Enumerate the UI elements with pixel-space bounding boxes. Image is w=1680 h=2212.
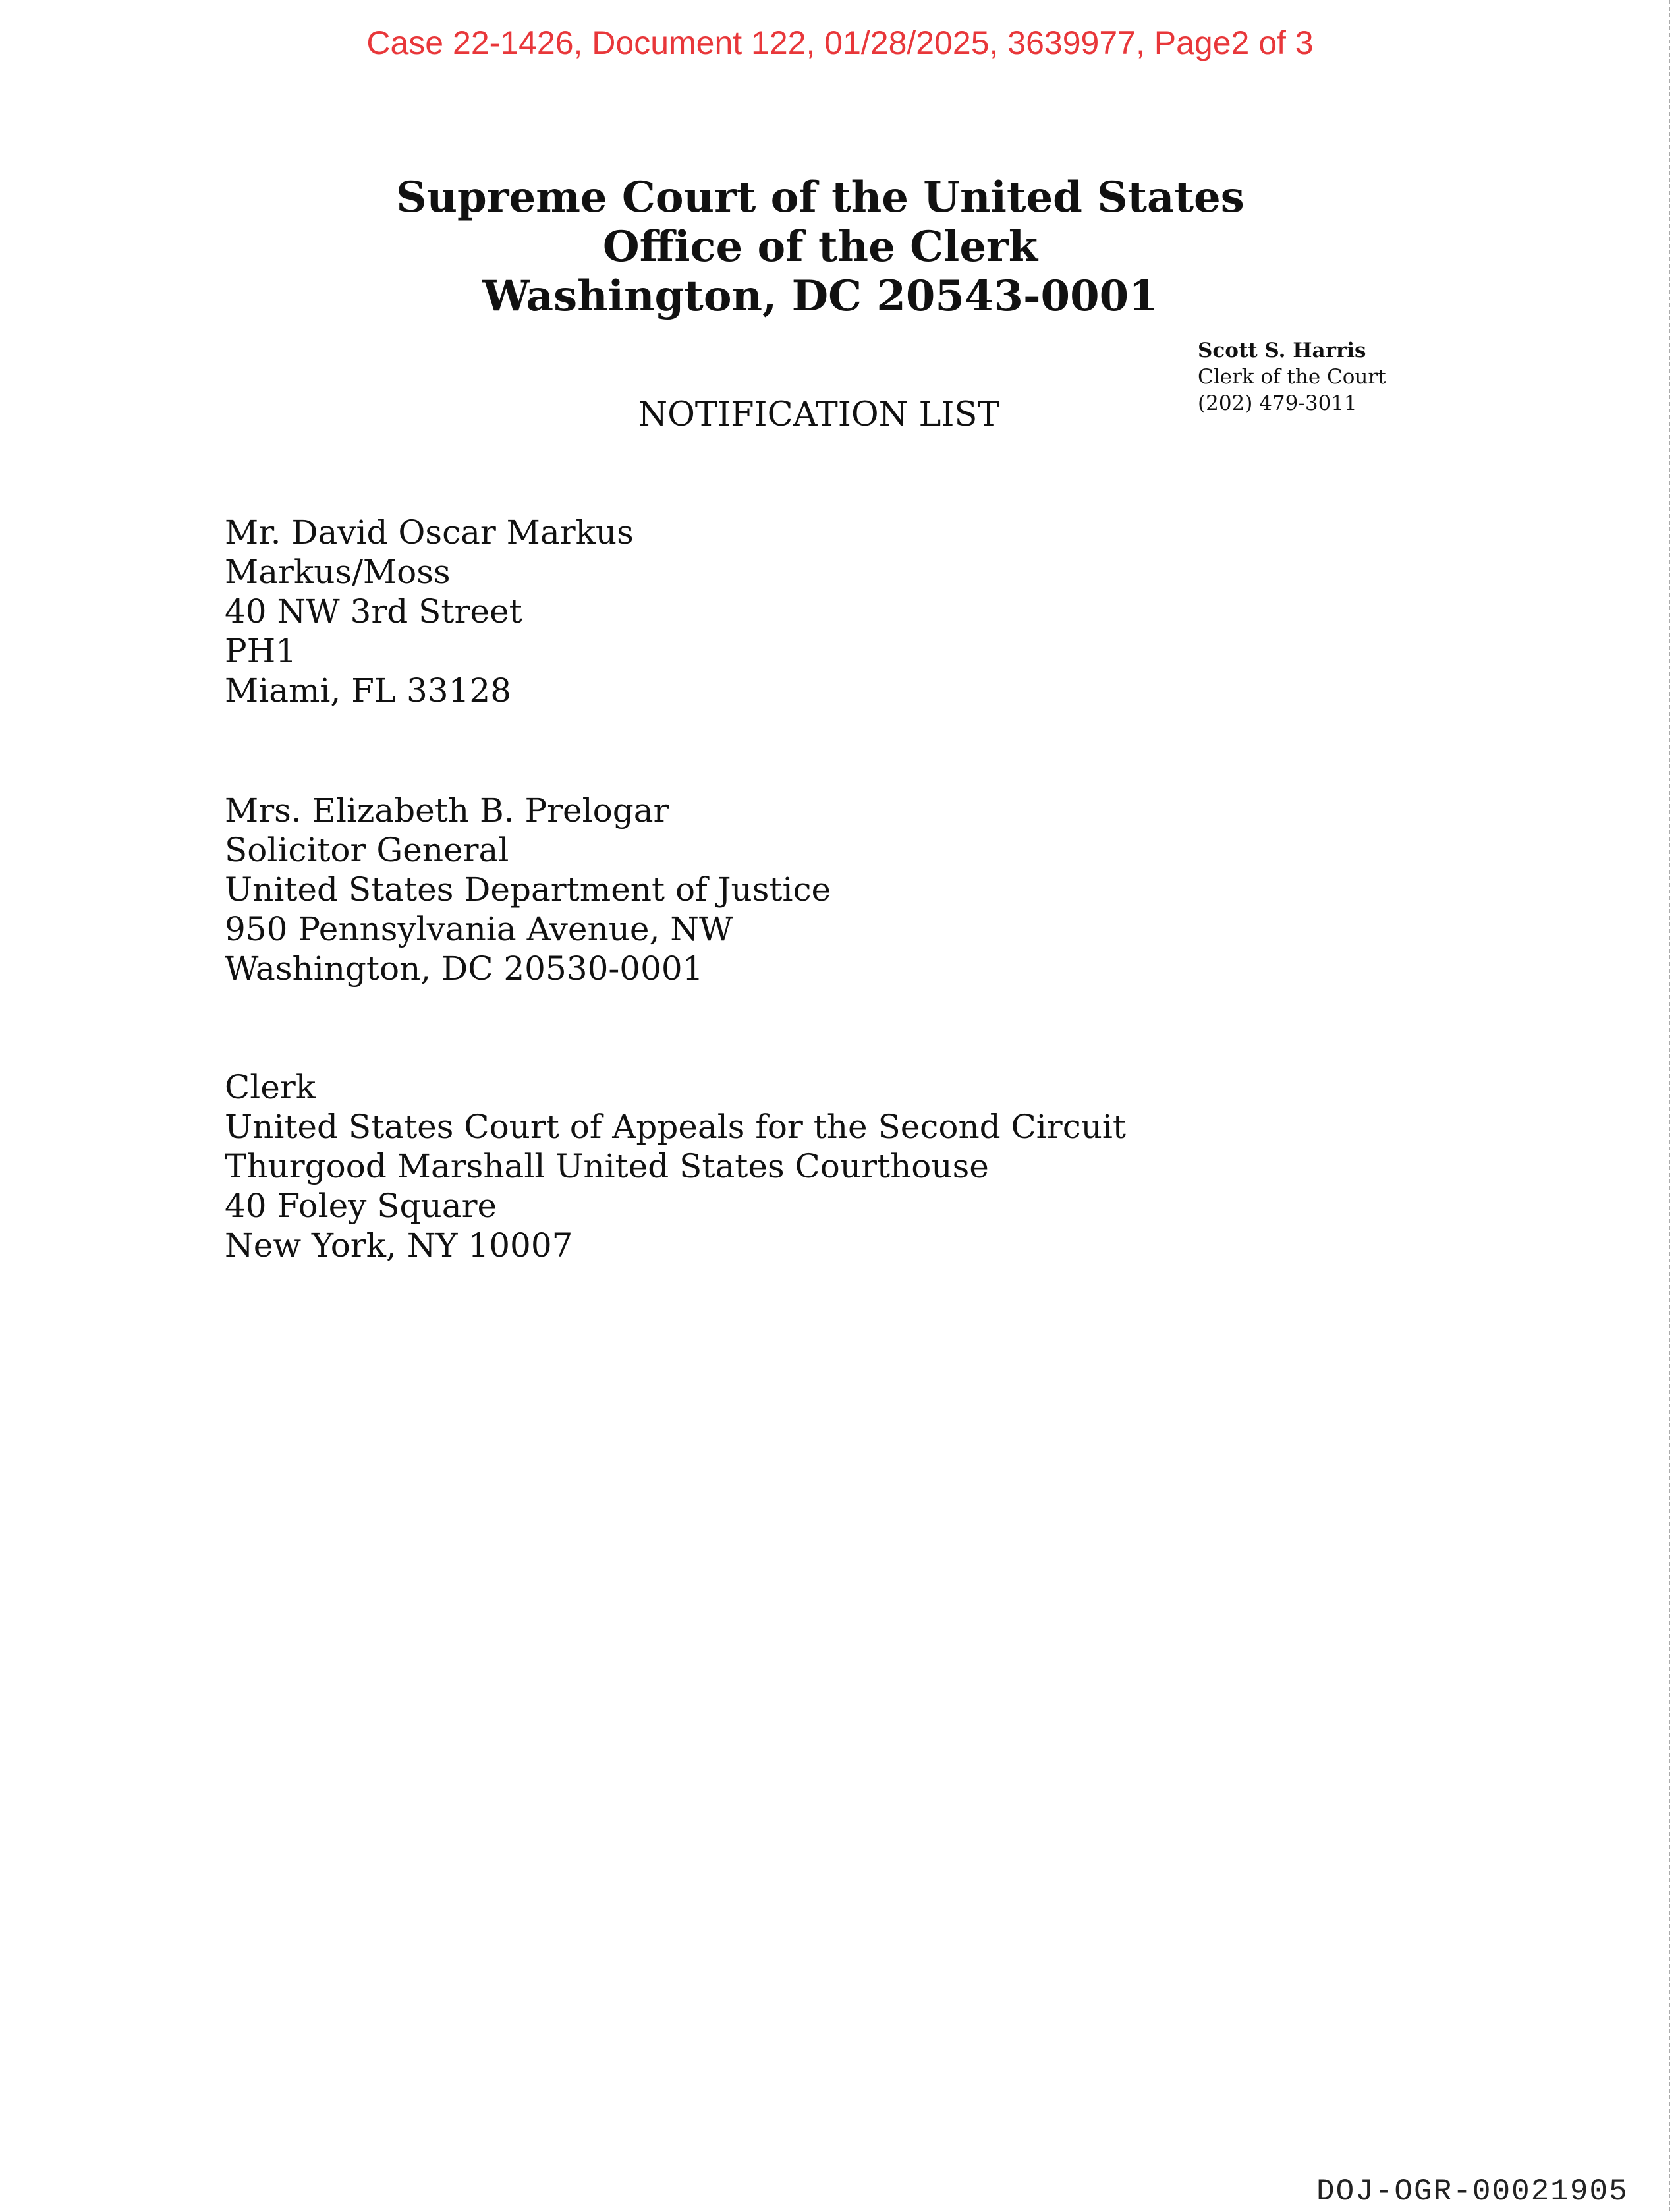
address-line: Solicitor General <box>225 831 509 869</box>
address-line: Miami, FL 33128 <box>225 671 512 710</box>
office-name: Office of the Clerk <box>602 222 1038 271</box>
notification-title: NOTIFICATION LIST <box>638 395 1000 434</box>
address-line: United States Court of Appeals for the Second Circuit <box>225 1108 1126 1146</box>
address-line: United States Department of Justice <box>225 870 831 909</box>
address-line: 40 Foley Square <box>225 1187 497 1225</box>
case-stamp: Case 22-1426, Document 122, 01/28/2025, 3639977, Page2 of 3 <box>366 24 1314 61</box>
address-line: Mrs. Elizabeth B. Prelogar <box>225 791 669 830</box>
court-address: Washington, DC 20543-0001 <box>482 271 1158 321</box>
address-line: 950 Pennsylvania Avenue, NW <box>225 910 733 948</box>
scan-edge-divider <box>1669 0 1670 2212</box>
bates-number: DOJ-OGR-00021905 <box>1316 2174 1629 2209</box>
clerk-title: Clerk of the Court <box>1198 365 1386 389</box>
address-line: Markus/Moss <box>225 553 451 591</box>
address-line: PH1 <box>225 632 297 670</box>
clerk-name: Scott S. Harris <box>1198 339 1366 362</box>
recipient-block <box>225 791 831 988</box>
address-line: New York, NY 10007 <box>225 1226 573 1264</box>
address-line: 40 NW 3rd Street <box>225 592 522 631</box>
court-name: Supreme Court of the United States <box>396 173 1245 222</box>
address-line: Clerk <box>225 1068 316 1106</box>
recipient-block <box>225 1067 1126 1265</box>
address-line: Washington, DC 20530-0001 <box>225 950 704 988</box>
address-line: Thurgood Marshall United States Courthouse <box>225 1147 989 1185</box>
clerk-phone: (202) 479-3011 <box>1198 391 1357 415</box>
recipient-block <box>225 513 634 710</box>
address-line: Mr. David Oscar Markus <box>225 513 634 552</box>
